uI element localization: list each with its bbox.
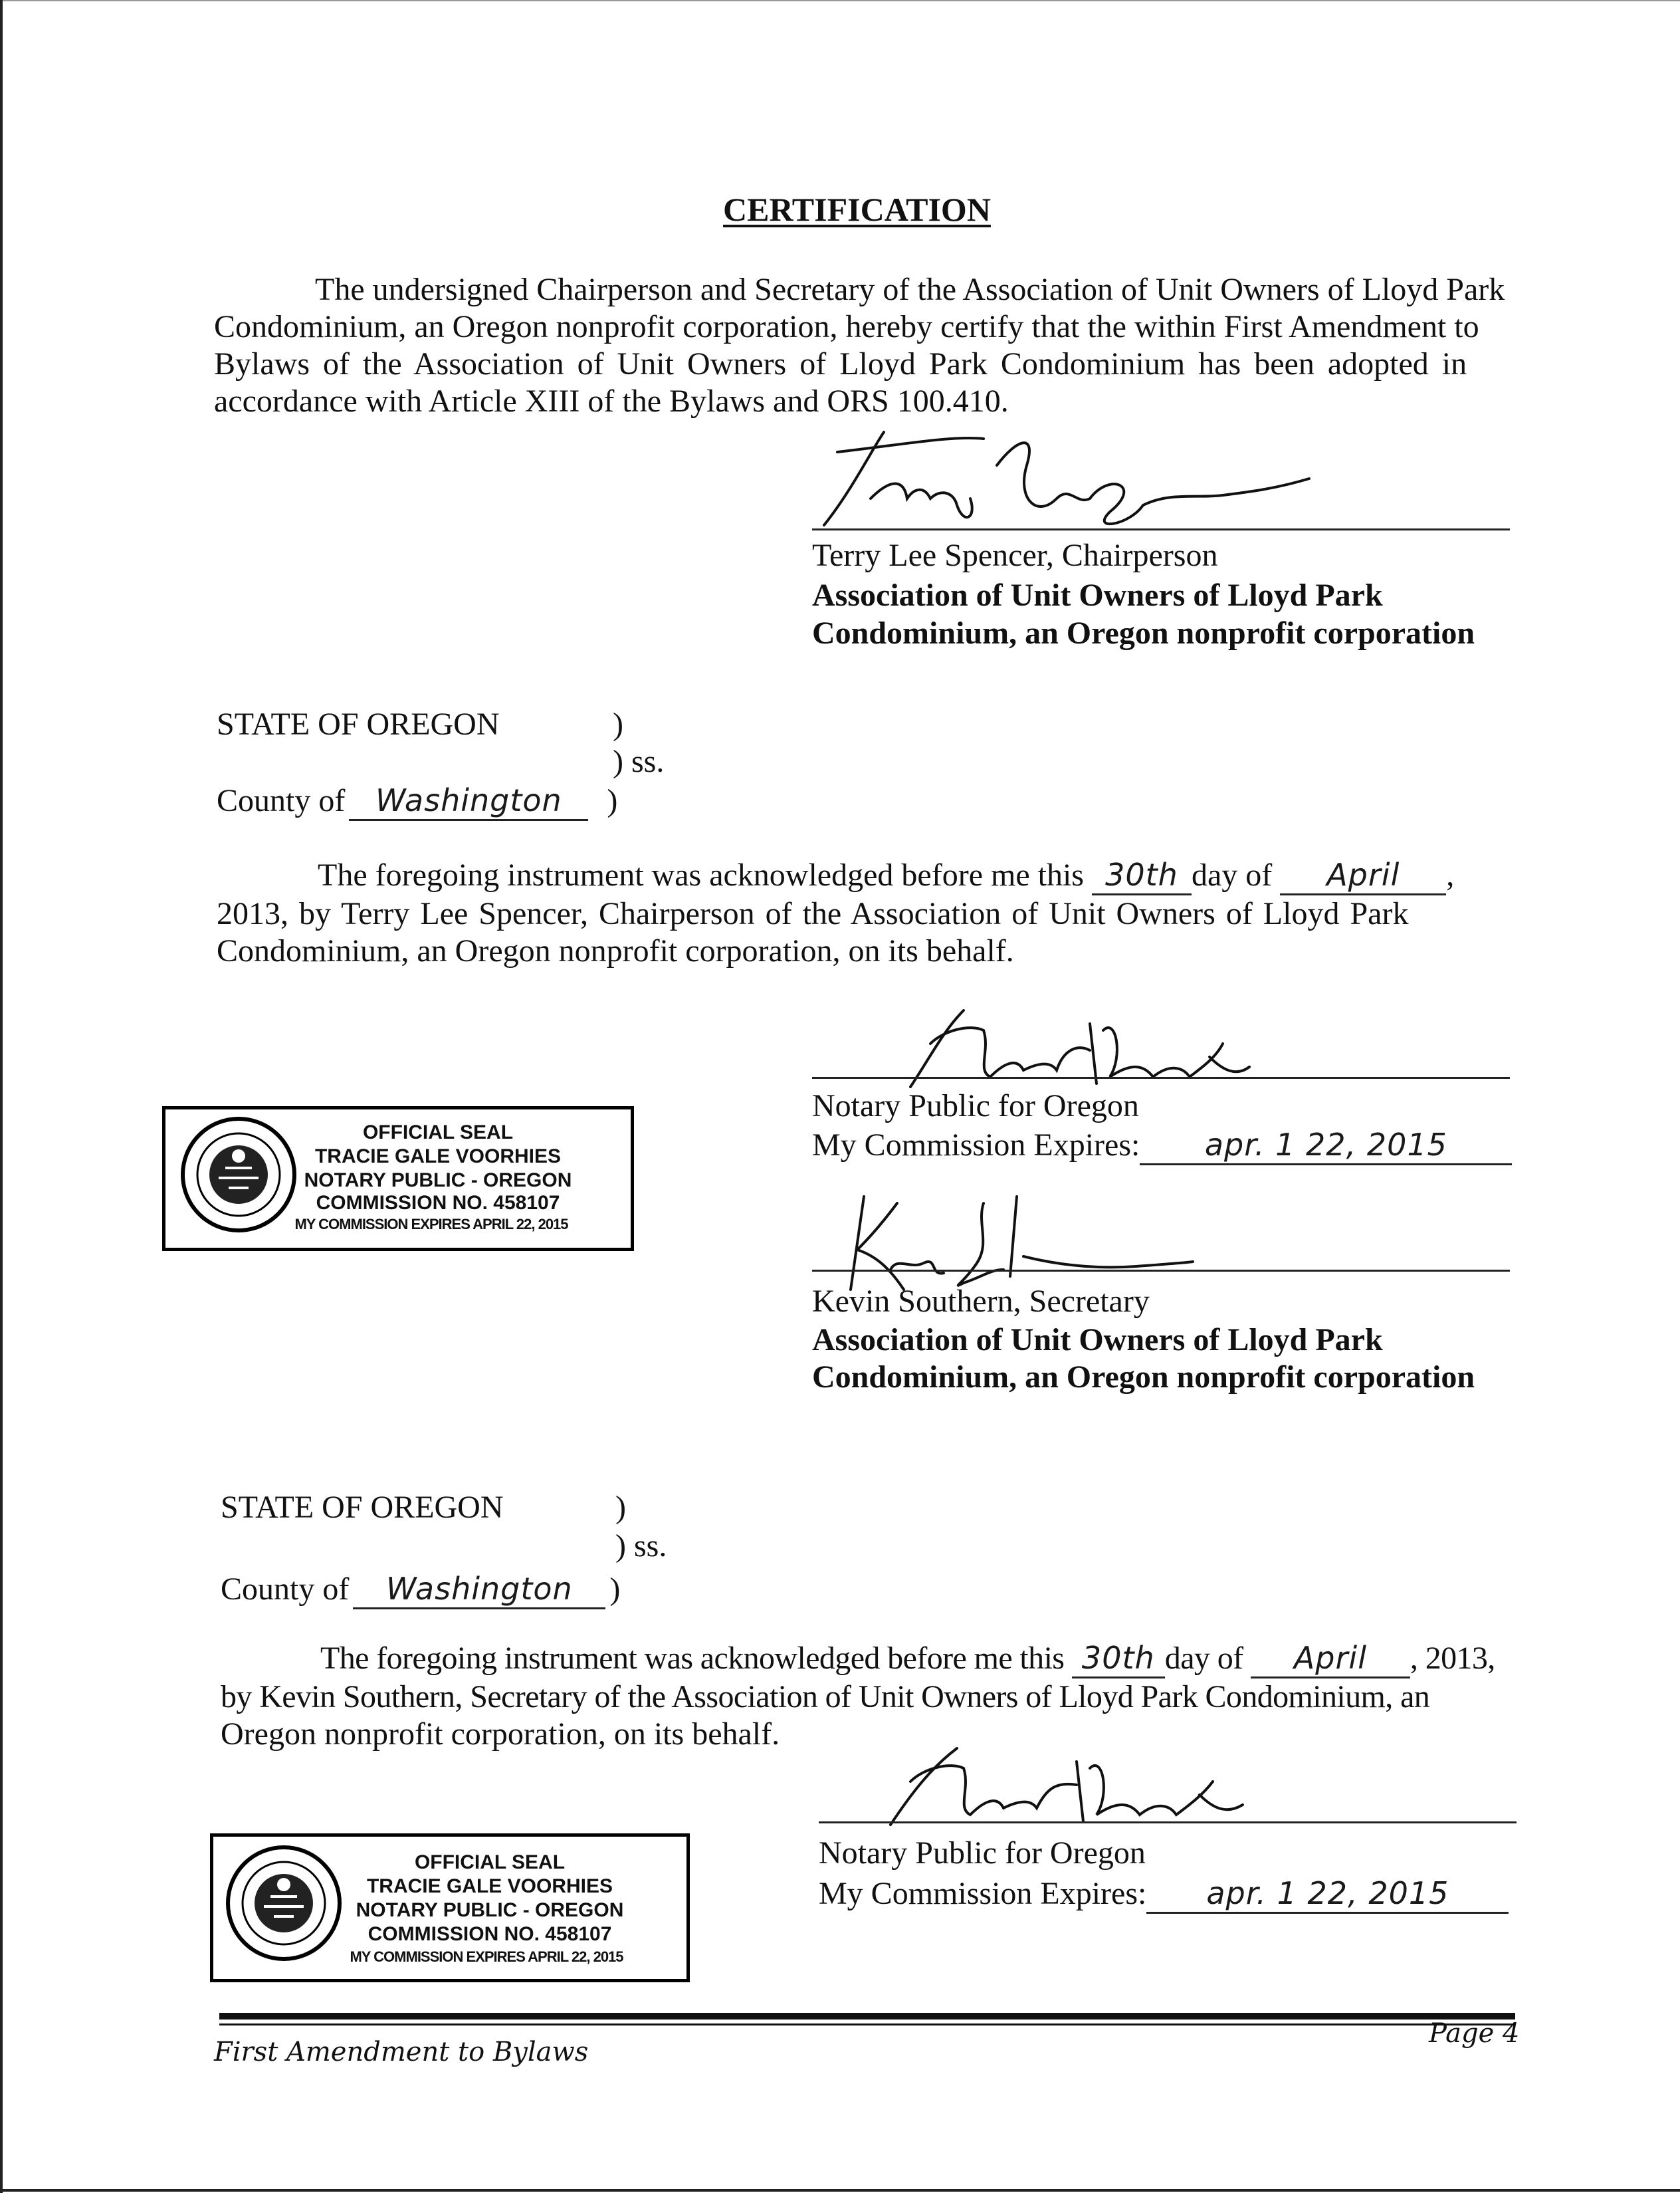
intro-line-1: The undersigned Chairperson and Secretary of the Association of Unit Owners of Lloyd Park (315, 272, 1505, 307)
notary2-signature-line (819, 1821, 1517, 1823)
ack1-text-a: The foregoing instrument was acknowledged before me this (318, 858, 1084, 893)
intro-line-4: accordance with Article XIII of the Bylaws and ORS 100.410. (214, 384, 1009, 419)
notary2-label: Notary Public for Oregon (819, 1835, 1146, 1871)
ack2-line-2: by Kevin Southern, Secretary of the Association of Unit Owners of Lloyd Park Condominium, an (221, 1679, 1430, 1714)
ack2-ss: ) ss. (615, 1528, 667, 1563)
seal-1-line-5: MY COMMISSION EXPIRES APRIL 22, 2015 (294, 1216, 568, 1232)
ack1-line-3: Condominium, an Oregon nonprofit corporation, on its behalf. (217, 933, 1014, 969)
secretary-name: Kevin Southern, Secretary (812, 1284, 1150, 1319)
seal-2-line-4: COMMISSION NO. 458107 (368, 1923, 612, 1945)
ack1-paragraph (217, 856, 1513, 970)
chair-name: Terry Lee Spencer, Chairperson (812, 538, 1218, 573)
notary1-expires-row (812, 1126, 1512, 1165)
footer-page-number: Page 4 (1429, 2018, 1520, 2049)
chair-org-line-2: Condominium, an Oregon nonprofit corporation (812, 616, 1475, 651)
ack1-county-row (217, 782, 617, 821)
chair-signature (797, 425, 1329, 532)
ack1-paren-1: ) (613, 707, 623, 742)
notary2-expires-label: My Commission Expires: (819, 1876, 1147, 1911)
ack2-state: STATE OF OREGON (221, 1490, 504, 1525)
ack2-text-a: The foregoing instrument was acknowledged before me this (320, 1641, 1065, 1676)
notary2-signature (871, 1742, 1256, 1828)
intro-line-2: Condominium, an Oregon nonprofit corporation, hereby certify that the within First Amendment to (214, 309, 1479, 344)
ack2-paren-3: ) (609, 1571, 621, 1607)
ack2-line-3: Oregon nonprofit corporation, on its behalf. (221, 1716, 780, 1752)
seal-2-line-5: MY COMMISSION EXPIRES APRIL 22, 2015 (350, 1948, 623, 1965)
ack1-ss: ) ss. (613, 744, 665, 779)
notary2-expires-row (819, 1875, 1509, 1914)
ack1-text-b: day of (1191, 858, 1273, 893)
notary1-signature-line (812, 1077, 1510, 1079)
footer-document-title: First Amendment to Bylaws (214, 2037, 589, 2067)
seal-2-line-3: NOTARY PUBLIC - OREGON (356, 1899, 624, 1921)
seal-1-line-2: TRACIE GALE VOORHIES (314, 1145, 562, 1167)
ack2-line-1 (221, 1639, 1517, 1678)
notary-seal-2 (210, 1833, 690, 1982)
chair-signature-line (812, 528, 1510, 530)
page-title: CERTIFICATION (723, 191, 991, 228)
ack2-paragraph (221, 1639, 1517, 1753)
ack1-comma: , (1446, 858, 1455, 893)
ack1-state: STATE OF OREGON (217, 707, 500, 742)
ack2-county-label: County of (221, 1571, 350, 1607)
ack2-paren-1: ) (615, 1490, 626, 1525)
scan-bottom-edge (0, 2189, 1680, 2192)
seal-1-line-4: COMMISSION NO. 458107 (316, 1192, 560, 1214)
secretary-org-line-2: Condominium, an Oregon nonprofit corporation (812, 1359, 1475, 1395)
ack1-county-value: Washington (349, 782, 588, 821)
secretary-signature-line (812, 1270, 1510, 1272)
secretary-org-line-1: Association of Unit Owners of Lloyd Park (812, 1322, 1383, 1357)
seal-1-line-3: NOTARY PUBLIC - OREGON (304, 1169, 572, 1191)
intro-paragraph (214, 271, 1510, 420)
scan-top-edge (0, 0, 1680, 1)
seal-2-line-2: TRACIE GALE VOORHIES (366, 1875, 613, 1897)
ack1-county-label: County of (217, 783, 346, 818)
footer-rule-thin (219, 2023, 1515, 2025)
footer-rule-thick (219, 2013, 1515, 2020)
seal-2-line-1: OFFICIAL SEAL (414, 1851, 566, 1873)
notary2-expires-value: apr. 1 22, 2015 (1146, 1875, 1509, 1914)
chair-org-line-1: Association of Unit Owners of Lloyd Park (812, 578, 1383, 613)
seal-1-line-1: OFFICIAL SEAL (362, 1121, 514, 1143)
notary-seal-1 (162, 1106, 634, 1251)
notary1-label: Notary Public for Oregon (812, 1088, 1139, 1123)
ack2-county-value: Washington (353, 1570, 605, 1609)
ack2-text-b: day of (1164, 1641, 1243, 1676)
ack1-line-1 (217, 856, 1513, 895)
secretary-signature (824, 1190, 1196, 1296)
ack2-month: April (1251, 1639, 1410, 1678)
notary1-expires-label: My Commission Expires: (812, 1127, 1140, 1163)
ack1-paren-3: ) (607, 783, 618, 818)
notary1-expires-value: apr. 1 22, 2015 (1140, 1126, 1512, 1165)
intro-line-3: Bylaws of the Association of Unit Owners of Lloyd Park Condominium has been adopted in (214, 346, 1467, 382)
ack2-year: , 2013, (1410, 1641, 1495, 1676)
ack1-day: 30th (1092, 856, 1192, 895)
ack2-day: 30th (1072, 1639, 1165, 1678)
ack1-month: April (1280, 856, 1446, 895)
ack2-county-row (221, 1570, 620, 1609)
ack1-line-2: 2013, by Terry Lee Spencer, Chairperson of the Association of Unit Owners of Lloyd Park (217, 896, 1409, 931)
scan-left-edge (0, 0, 3, 2193)
